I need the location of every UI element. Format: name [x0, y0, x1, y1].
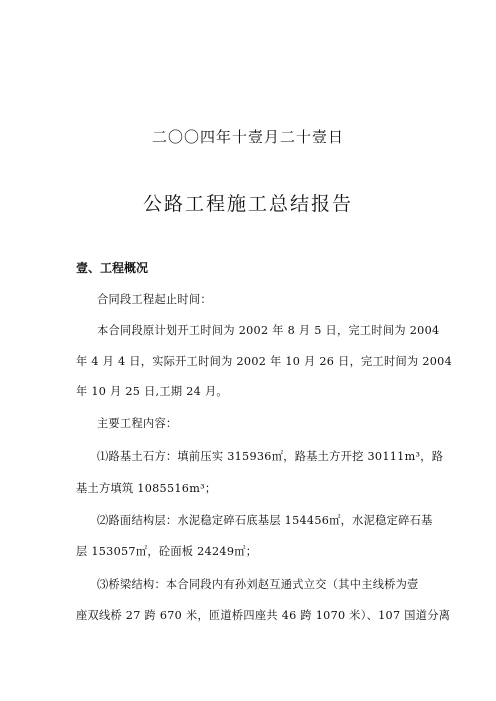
paragraph-line: ⑴路基土石方：填前压实 315936㎡，路基土方开挖 30111m³，路	[97, 450, 444, 463]
paragraph-line: 主要工程内容：	[97, 417, 178, 430]
paragraph-line: 座双线桥 27 跨 670 米，匝道桥四座共 46 跨 1070 米）、107 国道分离	[76, 609, 451, 622]
date-line: 二〇〇四年十壹月二十壹日	[151, 128, 344, 146]
paragraph-line: 年 4 月 4 日，实际开工时间为 2002 年 10 月 26 日，完工时间为 2004	[76, 355, 453, 368]
paragraph-line: 基土方填筑 1085516m³；	[76, 482, 217, 495]
paragraph-line: 合同段工程起止时间：	[97, 293, 212, 306]
paragraph-line: 层 153057㎡，砼面板 24249㎡；	[76, 545, 258, 558]
paragraph-line: 年 10 月 25 日,工期 24 月。	[76, 385, 228, 398]
paragraph-line: 本合同段原计划开工时间为 2002 年 8 月 5 日，完工时间为 2004	[97, 324, 440, 337]
document-title: 公路工程施工总结报告	[142, 193, 353, 215]
paragraph-line: ⑵路面结构层：水泥稳定碎石底基层 154456㎡，水泥稳定碎石基	[97, 514, 433, 527]
section-heading: 壹、工程概况	[76, 261, 149, 275]
paragraph-line: ⑶桥梁结构：本合同段内有孙刘赵互通式立交（其中主线桥为壹	[97, 578, 419, 591]
